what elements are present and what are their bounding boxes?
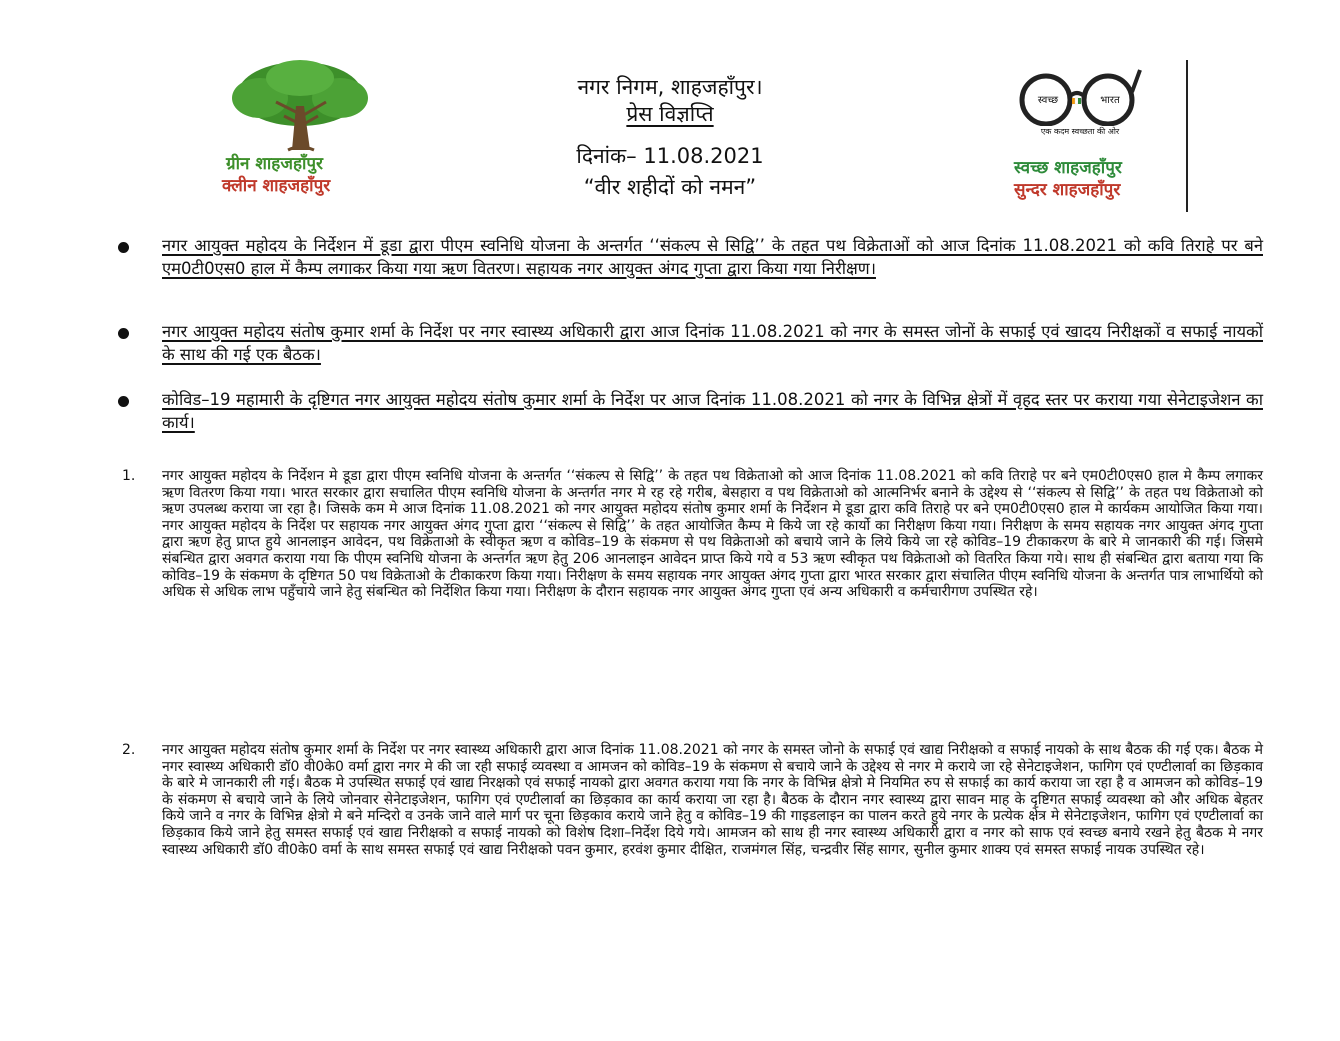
left-logo-line1: ग्रीन शाहजहाँपुर <box>226 154 323 174</box>
highlight-text: नगर आयुक्त महोदय संतोष कुमार शर्मा के निर्देश पर नगर स्वास्थ्य अधिकारी द्वारा आज दिनांक 11.08.2021 को नगर के समस्त जोनों के सफाई एवं खादय निरीक्षकों व सफाई नायकों के साथ की गई एक बैठक। <box>162 322 1263 364</box>
tagline: “वीर शहीदों को नमन” <box>583 175 757 199</box>
header-divider <box>1186 60 1188 212</box>
paragraph-number: 1. <box>122 468 136 484</box>
swachh-bharat-logo <box>1012 62 1142 142</box>
doc-type: प्रेस विज्ञप्ति <box>626 102 714 126</box>
right-lens-label: भारत <box>1100 95 1120 106</box>
bullet-icon <box>118 328 129 339</box>
tree-icon <box>200 58 400 158</box>
paragraph-item <box>118 468 1263 601</box>
swachh-caption: एक कदम स्वच्छता की ओर <box>1040 127 1120 136</box>
date-line: दिनांक– 11.08.2021 <box>576 144 764 168</box>
paragraph-item <box>118 742 1263 858</box>
highlight-item <box>118 320 1263 366</box>
bullet-icon <box>118 242 129 253</box>
paragraph-text: नगर आयुक्त महोदय के निर्देशन मे डूडा द्वारा पीएम स्वनिधि योजना के अन्तर्गत ‘‘संकल्प से सिद्वि’’ के तहत पथ विक्रेताओ को आज दिनांक 11.08.2021 को कवि तिराहे पर बने एम0टी0एस0 हाल मे कैम्प लगाकर ऋण वितरण किया गया। भारत सरकार द्वारा सचालित पीएम स्वनिधि योजना के अन्तर्गत नगर मे रह रहे गरीब, बेसहारा व पथ विक्रेताओ को आत्मनिर्भर बनाने के उद्देश्य से ‘‘संकल्प से सिद्वि’’ के तहत पथ विक्रेताओ को ऋण उपलब्ध कराया जा रहा है। जिसके कम मे आज दिनांक 11.08.2021 को नगर आयुक्त महोदय संतोष कुमार शर्मा के निर्देशन मे डूडा द्वारा कवि तिराहे पर बने एम0टी0एस0 हाल मे कार्यकम आयोजित किया गया। नगर आयुक्त महोदय के निर्देश पर सहायक नगर आयुक्त अंगद गुप्ता द्वारा ‘‘संकल्प से सिद्वि’’ के तहत आयोजित कैम्प मे किये जा रहे कार्यो का निरीक्षण किया गया। निरीक्षण के समय सहायक नगर आयुक्त अंगद गुप्ता द्वारा ऋण हेतु प्राप्त हुये आनलाइन आवेदन, पथ विक्रेताओ के स्वीकृत ऋण व कोविड–19 के संकमण से पथ विक्रेताओ को बचाये जाने के लिये किये जा रहे कोविड–19 टीकाकरण के बारे मे जानकारी की गई। जिसमे संबन्धित द्वारा अवगत कराया गया कि पीएम स्वनिधि योजना के अन्तर्गत ऋण हेतु 206 आनलाइन आवेदन प्राप्त किये गये व 53 ऋण स्वीकृत पथ विक्रेताओ को वितरित किया गये। साथ ही संबन्धित द्वारा बताया गया कि कोविड–19 के संकमण के दृष्टिगत 50 पथ विक्रेताओ के टीकाकरण किया गया। निरीक्षण के समय सहायक नगर आयुक्त अंगद गुप्ता द्वारा भारत सरकार द्वारा संचालित पीएम स्वनिधि योजना के अन्तर्गत पात्र लाभार्थियो को अधिक से अधिक लाभ पहुँचाये जाने हेतु संबन्धित को निर्देशित किया गया। निरीक्षण के दौरान सहायक नगर आयुक्त अंगद गुप्ता एवं अन्य अधिकारी व कर्मचारीगण उपस्थित रहे। <box>162 468 1263 601</box>
org-title: नगर निगम, शाहजहाँपुर। <box>577 75 763 99</box>
highlight-text: कोविड–19 महामारी के दृष्टिगत नगर आयुक्त महोदय संतोष कुमार शर्मा के निर्देश पर आज दिनांक 11.08.2021 को नगर के विभिन्न क्षेत्रों में वृहद स्तर पर कराया गया सेनेटाइजेशन का कार्य। <box>162 390 1263 432</box>
paragraph-text: नगर आयुक्त महोदय संतोष कुमार शर्मा के निर्देश पर नगर स्वास्थ्य अधिकारी द्वारा आज दिनांक 11.08.2021 को नगर के समस्त जोनो के सफाई एवं खाद्य निरीक्षको व सफाई नायको के साथ बैठक की गई एक। बैठक मे नगर स्वास्थ्य अधिकारी डॉ0 वी0के0 वर्मा द्वारा नगर मे की जा रही सफाई व्यवस्था व आमजन को कोविड–19 के संकमण से बचाये जाने के उद्देश्य से नगर मे कराये जा रहे सेनेटाइजेशन, फागिग एवं एण्टीलार्वा का छिड़काव के बारे मे जानकारी ली गई। बैठक मे उपस्थित सफाई एवं खाद्य निरक्षको एवं सफाई नायको द्वारा अवगत कराया गया कि नगर के विभिन्न क्षेत्रो मे नियमित रुप से सफाई का कार्य कराया जा रहा है व आमजन को कोविड–19 के संकमण से बचाये जाने के लिये जोनवार सेनेटाइजेशन, फागिग एवं एण्टीलार्वा का छिड़काव का कार्य कराया जा रहा है। बैठक के दौरान नगर स्वास्थ्य द्वारा सावन माह के दृष्टिगत सफाई व्यवस्था को और अधिक बेहतर किये जाने व नगर के विभिन्न क्षेत्रो मे बने मन्दिरो व उनके जाने वाले मार्ग पर चूना छिड़काव कराये जाने हेतु व कोविड–19 की गाइडलाइन का पालन करते हुये नगर के प्रत्येक क्षेत्र मे सेनेटाइजेशन, फागिग एवं एण्टीलार्वा का छिड़काव किये जाने हेतु समस्त सफाई एवं खाद्य निरीक्षको व सफाई नायको को विशेष दिशा–निर्देश दिये गये। आमजन को साथ ही नगर स्वास्थ्य अधिकारी द्वारा व नगर को साफ एवं स्वच्छ बनाये रखने हेतु बैठक मे नगर स्वास्थ्य अधिकारी डॉ0 वी0के0 वर्मा के साथ समस्त सफाई एवं खाद्य निरीक्षको पवन कुमार, हरवंश कुमार दीक्षित, राजमंगल सिंह, चन्द्रवीर सिंह सागर, सुनील कुमार शाक्य एवं समस्त सफाई नायक उपस्थित रहे। <box>162 742 1263 858</box>
right-logo-line1: स्वच्छ शाहजहाँपुर <box>1014 158 1122 178</box>
left-lens-label: स्वच्छ <box>1037 95 1059 106</box>
paragraph-number: 2. <box>122 742 136 758</box>
highlight-text: नगर आयुक्त महोदय के निर्देशन में डूडा द्वारा पीएम स्वनिधि योजना के अन्तर्गत ‘‘संकल्प से सिद्वि’’ के तहत पथ विक्रेताओं को आज दिनांक 11.08.2021 को कवि तिराहे पर बने एम0टी0एस0 हाल में कैम्प लगाकर किया गया ऋण वितरण। सहायक नगर आयुक्त अंगद गुप्ता द्वारा किया गया निरीक्षण। <box>162 236 1263 278</box>
highlight-item <box>118 388 1263 434</box>
left-logo-line2: क्लीन शाहजहाँपुर <box>222 176 331 196</box>
right-logo-line2: सुन्दर शाहजहाँपुर <box>1014 180 1121 200</box>
bullet-icon <box>118 396 129 407</box>
highlight-item <box>118 234 1263 280</box>
